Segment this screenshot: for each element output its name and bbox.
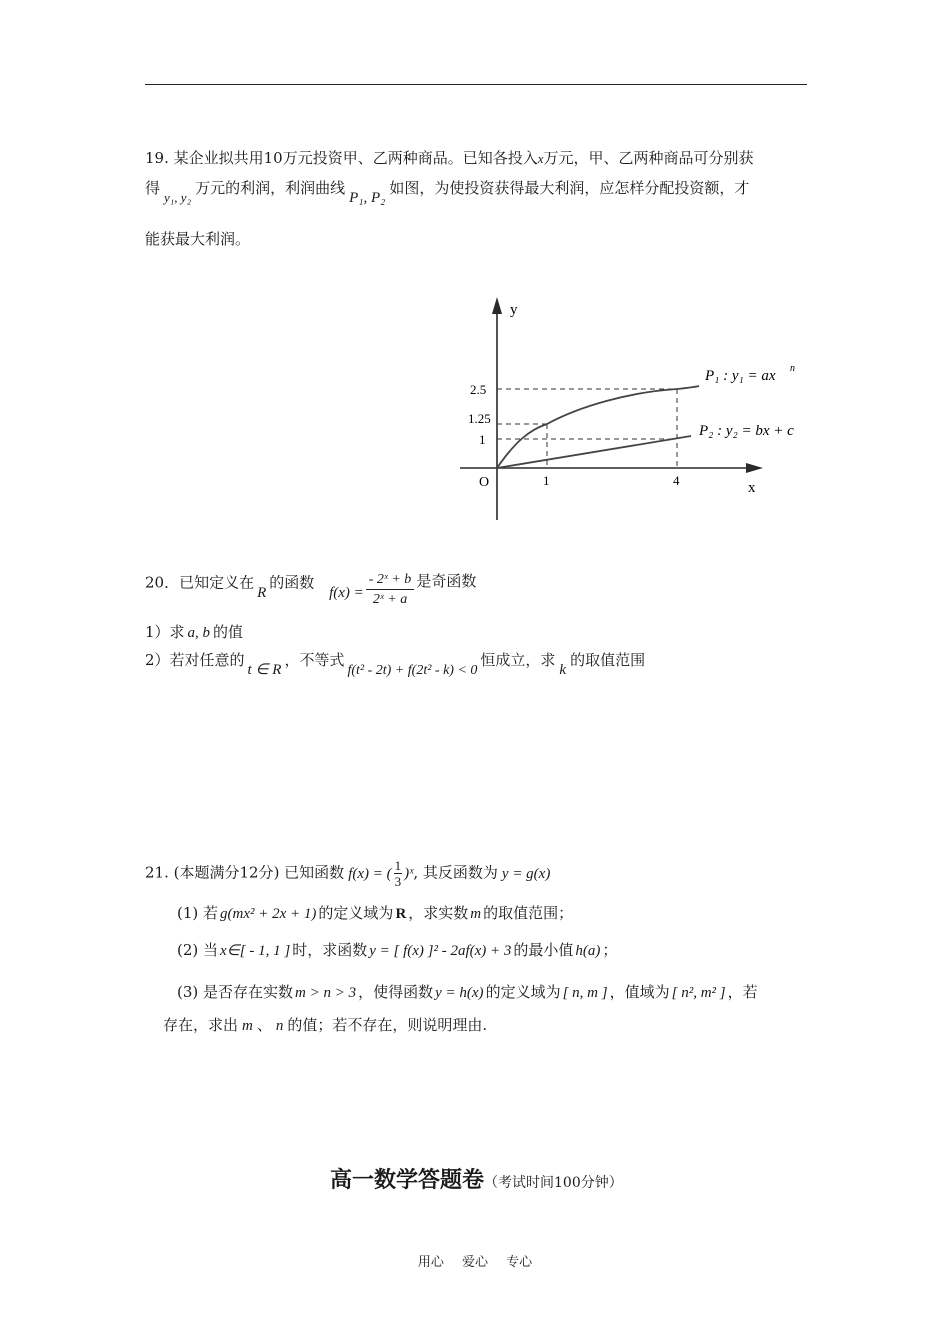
q21-gx: y = g(x)	[501, 865, 551, 882]
q19-y-vars: y₁, y₂	[164, 190, 192, 205]
q21-fx-end: )ˣ	[404, 865, 414, 882]
curve-p1	[497, 386, 699, 468]
q20-p2-text-a: 2）若对任意的	[145, 651, 245, 669]
q21-fraction-numerator: 1	[394, 858, 402, 873]
q20-p2-k: k	[559, 662, 567, 678]
q21-s1-expr: g(mx² + 2x + 1)	[220, 906, 317, 922]
q21-sub1	[177, 903, 573, 924]
q19-text-3: 能获最大利润。	[145, 230, 251, 248]
q21-sub3	[177, 982, 758, 1003]
q19-p-vars: P₁, P₂	[349, 190, 386, 206]
q21-s2-text-d: ；	[602, 941, 618, 959]
q21-s3-text-g: 、	[256, 1016, 272, 1034]
q20-text-tail: 是奇函数	[416, 571, 477, 590]
q20-p2-inequality: f(t² - 2t) + f(2t² - k) < 0	[347, 663, 478, 678]
q20-p2-text-d: 的取值范围	[570, 651, 646, 669]
q21-s3-text-c: 的定义域为	[485, 983, 561, 1001]
q21-s1-text-a: (1) 若	[177, 904, 219, 922]
q21-s2-expr: y = [ f(x) ]² - 2af(x) + 3	[369, 943, 512, 959]
q20-p1-text-b: 的值	[213, 623, 244, 641]
q21-s3-text-e: ，若	[727, 983, 758, 1001]
q21-fraction	[394, 858, 403, 889]
curve-p1-label: P₁ : y₁ = ax	[705, 368, 776, 384]
origin-label: O	[479, 475, 490, 490]
x-axis-label: x	[748, 480, 756, 496]
q19-var-x: x	[537, 151, 544, 166]
q21-s3-text-d: ，值域为	[609, 983, 670, 1001]
q20-p2-text-b: ，不等式	[284, 651, 345, 669]
y-tick-2-5: 2.5	[470, 382, 487, 397]
q19-line3	[145, 229, 250, 249]
q19-text-1b: 万元，甲、乙两种商品可分别获	[543, 149, 754, 167]
q20-r: R	[257, 584, 267, 601]
q20-fx: f(x) =	[329, 584, 364, 601]
q19-text-2a: 得	[145, 179, 161, 197]
q21-s1-text-c: ，求实数	[408, 904, 469, 922]
q20-p2-text-c: 恒成立，求	[480, 651, 556, 669]
q21-s3-text-f: 存在，求出	[163, 1016, 239, 1034]
y-tick-1: 1	[479, 432, 486, 447]
q19-line1	[145, 148, 754, 169]
q20-p1-vars: a, b	[187, 625, 211, 641]
q21-s3-domain: [ n, m ]	[562, 985, 608, 1001]
curve-p2	[497, 436, 691, 468]
q21-s2-h: h(a)	[575, 943, 601, 959]
q21-s3-m: m	[242, 1018, 253, 1034]
y-axis-arrow	[492, 297, 502, 314]
header-rule	[145, 84, 807, 85]
q20-p1-text-a: 1）求	[145, 623, 185, 641]
q21-s3-y: y = h(x)	[435, 985, 484, 1001]
q20-part2	[145, 650, 646, 678]
q19-line2	[145, 178, 750, 206]
q20-p2-t: t ∈ R	[247, 662, 282, 678]
q19-text-2c: 如图，为使投资获得最大利润，应怎样分配投资额，才	[389, 179, 750, 197]
q20-text-intro: 20．已知定义在	[145, 573, 255, 592]
answer-sheet-heading	[330, 1163, 623, 1194]
q21-text-head: 21. (本题满分12分) 已知函数	[145, 863, 345, 882]
q21-s3-n: n	[275, 1018, 284, 1034]
x-axis-arrow	[746, 463, 763, 473]
q21-s3-cond: m > n > 3	[295, 985, 357, 1001]
q21-s3-range: [ n², m² ]	[671, 985, 726, 1001]
q21-sub3-cont	[163, 1015, 487, 1036]
curve-p2-label: P₂ : y₂ = bx + c	[699, 423, 794, 439]
q21-s2-text-b: 时，求函数	[292, 941, 368, 959]
answer-sheet-title: 高一数学答题卷	[330, 1168, 485, 1193]
curve-p1-exponent: n	[790, 363, 795, 374]
q20-text-intro2: 的函数	[269, 573, 315, 592]
q21-s3-text-b: ，使得函数	[358, 983, 434, 1001]
profit-graph	[455, 292, 825, 524]
q20-fraction-numerator: - 2ˣ + b	[366, 570, 415, 590]
x-tick-4: 4	[673, 473, 680, 488]
graph-axes	[460, 304, 755, 520]
q21-sub2	[177, 940, 617, 961]
q21-s3-text-h: 的值；若不存在，则说明理由.	[287, 1016, 488, 1034]
q21-fraction-denominator: 3	[394, 874, 402, 889]
answer-sheet-note: （考试时间100分钟）	[484, 1175, 623, 1191]
q21-s1-r: R	[395, 906, 407, 922]
q21-fx: f(x) = (	[348, 865, 392, 882]
x-tick-1: 1	[543, 473, 550, 488]
y-axis-label: y	[510, 302, 518, 318]
q20-part1	[145, 622, 243, 643]
q21-head	[145, 858, 550, 889]
q20-fraction	[366, 570, 415, 609]
q20-intro	[145, 564, 477, 607]
graph-guides	[497, 389, 677, 468]
q21-s2-text-c: 的最小值	[513, 941, 574, 959]
q21-s1-text-b: 的定义域为	[318, 904, 394, 922]
y-tick-1-25: 1.25	[468, 411, 491, 426]
q20-fraction-denominator: 2ˣ + a	[372, 592, 408, 607]
q21-s2-text-a: (2) 当	[177, 941, 219, 959]
q21-s1-m: m	[470, 906, 482, 922]
q21-s1-text-d: 的取值范围；	[483, 904, 574, 922]
q19-text-2b: 万元的利润，利润曲线	[195, 179, 346, 197]
page-footer: 用心 爱心 专心	[417, 1255, 533, 1270]
q19-text-1: 19. 某企业拟共用10万元投资甲、乙两种商品。已知各投入	[145, 149, 538, 167]
q21-s2-x: x∈[ - 1, 1 ]	[220, 943, 291, 959]
q21-s3-text-a: (3) 是否存在实数	[177, 983, 294, 1001]
q21-text-head2: , 其反函数为	[413, 863, 498, 882]
